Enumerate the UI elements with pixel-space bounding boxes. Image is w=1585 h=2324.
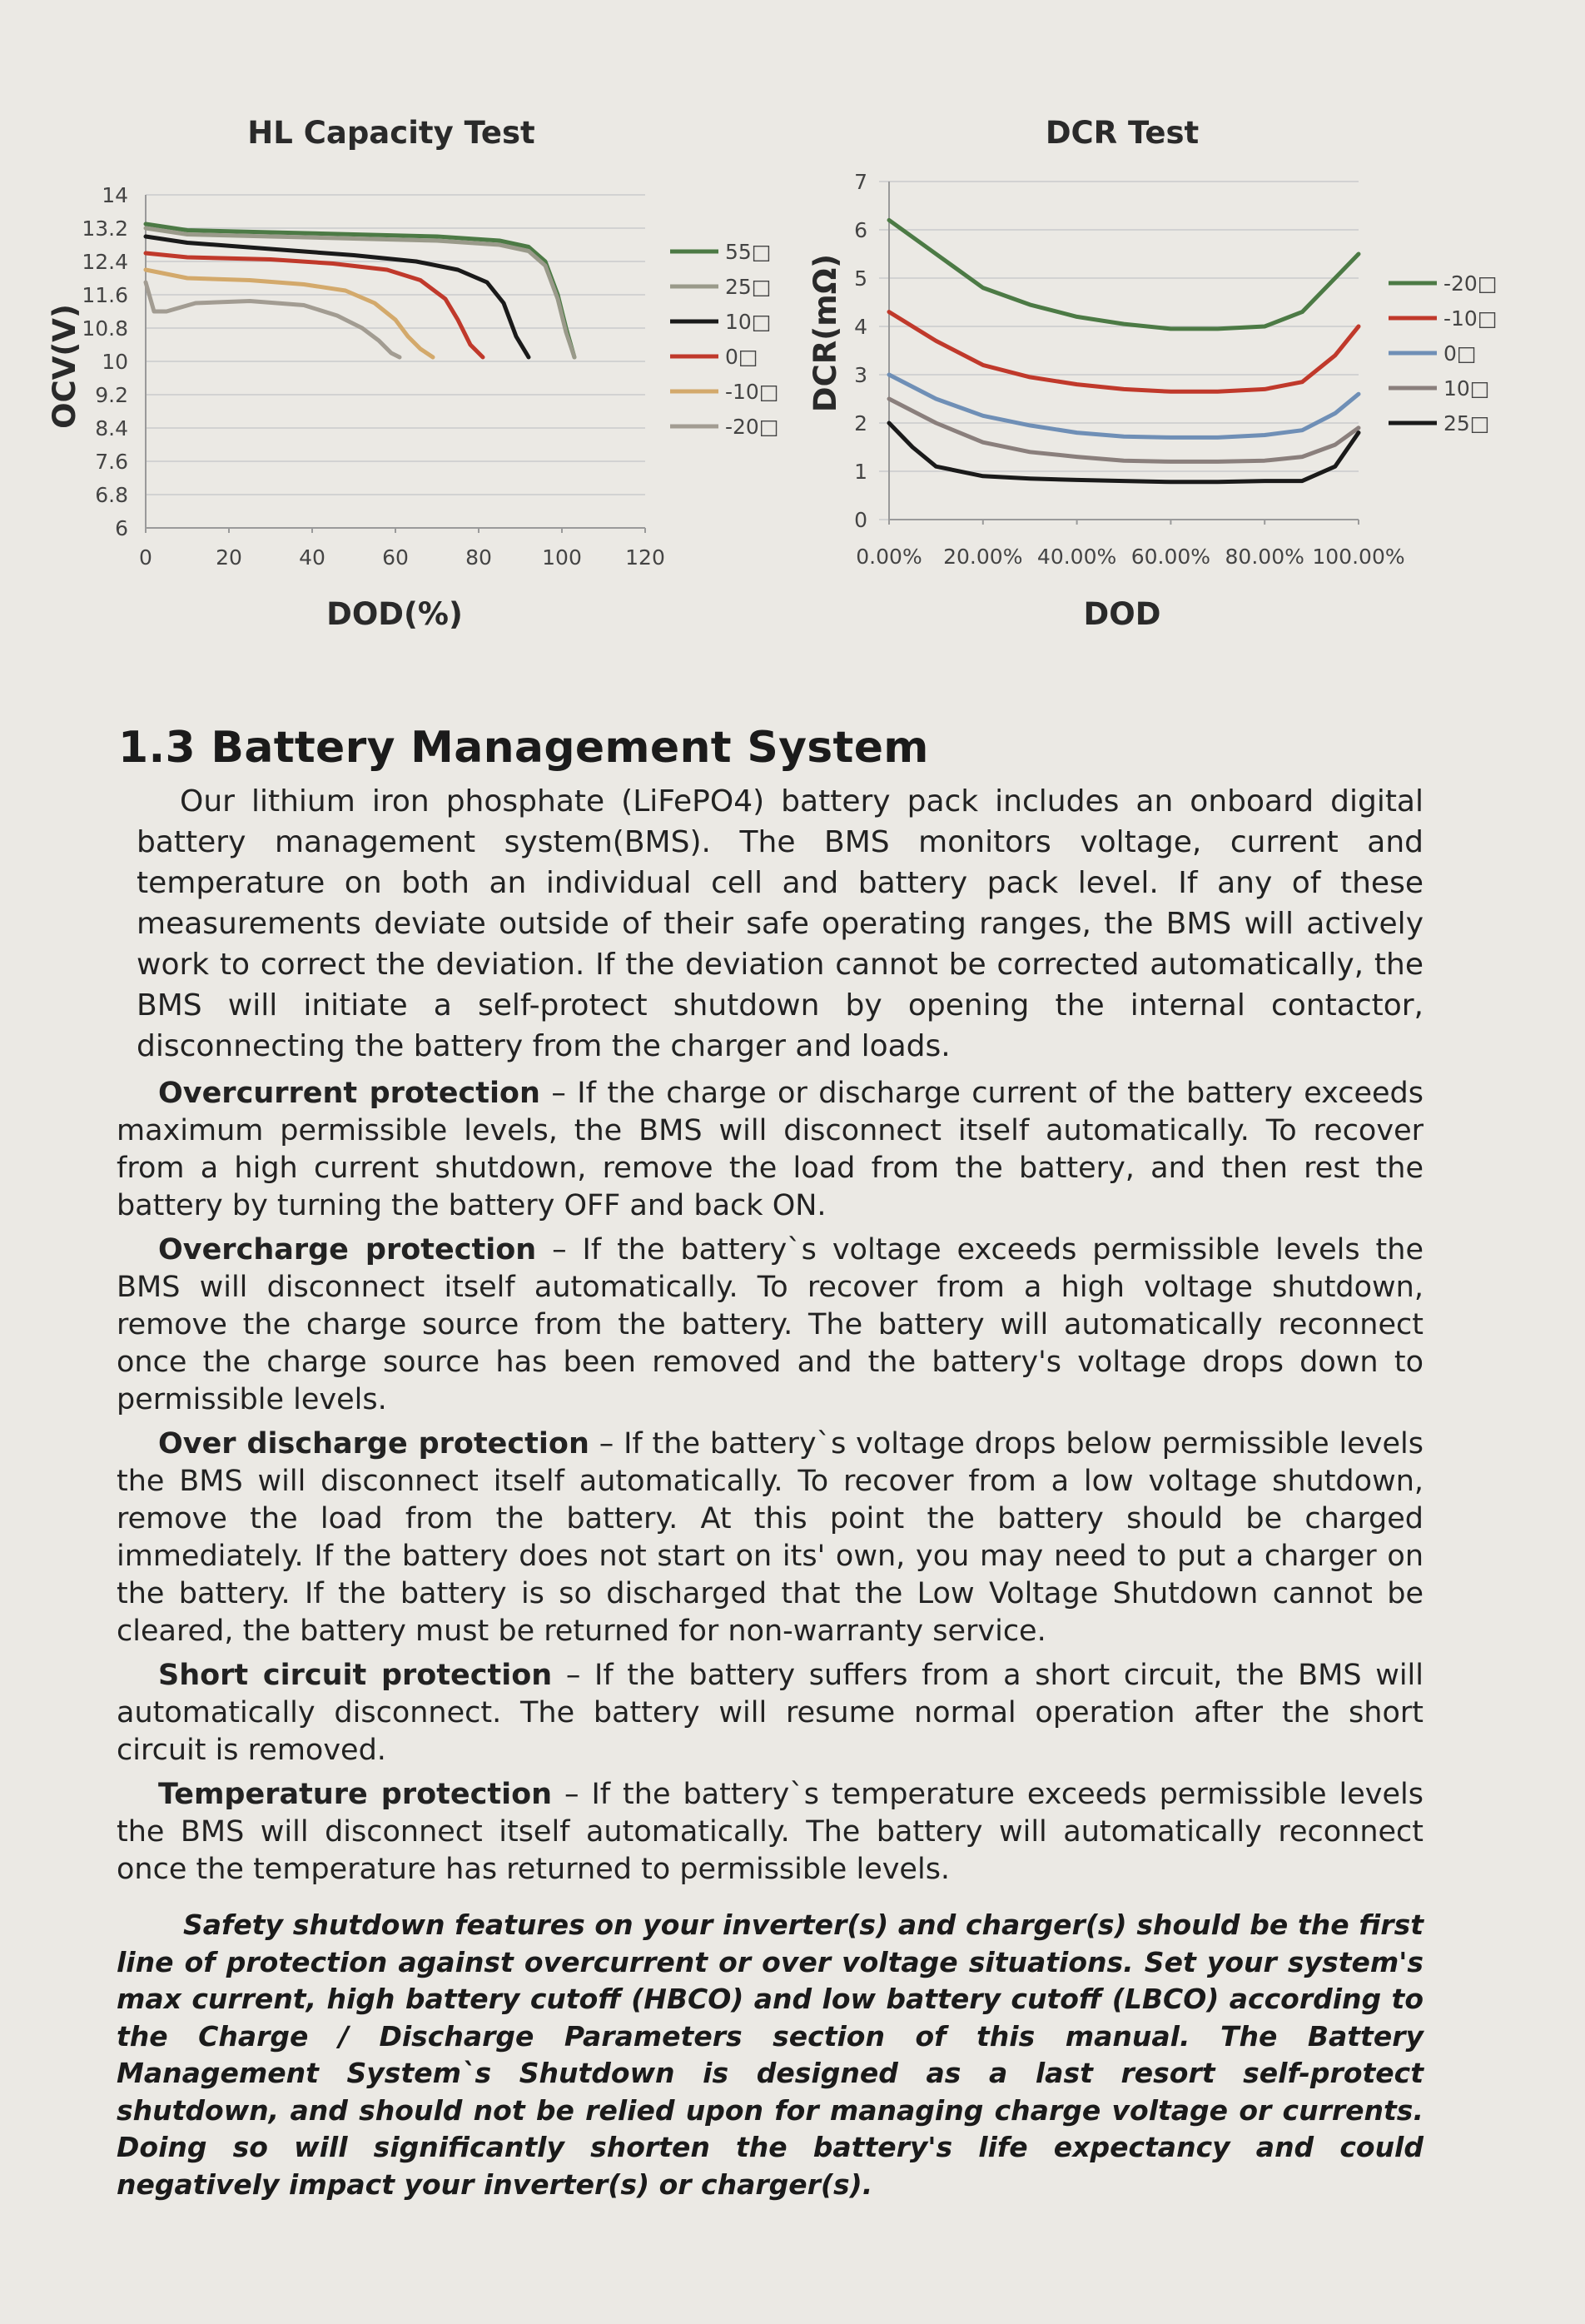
legend-label: 10□: [725, 310, 772, 334]
series-line-3: [146, 253, 483, 357]
temperature-paragraph: [117, 1776, 1424, 1889]
y-tick-label: 0: [854, 508, 867, 532]
intro-paragraph: Our lithium iron phosphate (LiFePO4) battery pack includes an onboard digital battery management system(BMS). The BMS monitors voltage, current and temperature on both an individual cell and battery pack level. If any of these measurements deviate outside of their safe operating ranges, the BMS will actively work to correct the deviation. If the deviation cannot be corrected automatically, the BMS will initiate a self-protect shutdown by opening the internal contactor, disconnecting the battery from the charger and loads.: [137, 784, 1424, 1063]
series-line-1: [146, 228, 574, 357]
x-tick-label: 100.00%: [1312, 545, 1405, 569]
overcurrent-title: Overcurrent protection: [158, 1077, 540, 1110]
y-tick-label: 6: [854, 218, 867, 242]
short-circuit-text: – If the battery suffers from a short circuit, the BMS will automatically disconnect. The battery will resume normal operation after the short circuit is removed.: [117, 1659, 1424, 1767]
section-heading: 1.3 Battery Management System: [118, 723, 929, 773]
x-tick-label: 60.00%: [1130, 545, 1211, 569]
chart1-ylabel: OCV(V): [47, 304, 82, 429]
legend-label: 25□: [725, 275, 772, 299]
overcurrent-text: – If the charge or discharge current of the battery exceeds maximum permissible levels, the BMS will disconnect itself automatically. To recover from a high current shutdown, remove the load from the battery, and then rest the battery by turning the battery OFF and back ON.: [117, 1077, 1424, 1222]
x-tick-label: 0.00%: [856, 545, 922, 569]
legend-label: -10□: [725, 380, 779, 404]
y-tick-label: 6: [115, 516, 128, 540]
y-tick-label: 10: [102, 350, 128, 374]
over-discharge-text: – If the battery`s voltage drops below permissible levels the BMS will disconnect itself automatically. To recover from a low voltage shutdown, remove the load from the battery. At this point the battery should be charged immediately. If the battery does not start on its' own, you may need to put a charger on the battery. If the battery is so discharged that the Low Voltage Shutdown cannot be cleared, the battery must be returned for non-warranty service.: [117, 1427, 1424, 1648]
x-tick-label: 20: [216, 545, 242, 570]
x-tick-label: 40.00%: [1036, 545, 1117, 569]
x-tick-label: 60: [382, 545, 409, 570]
chart1-title: HL Capacity Test: [247, 115, 535, 151]
y-tick-label: 6.8: [95, 483, 128, 507]
chart2-xlabel: DOD: [1083, 596, 1161, 632]
y-tick-label: 11.6: [82, 283, 128, 307]
y-tick-label: 8.4: [95, 416, 128, 440]
legend-label: 0□: [1443, 341, 1477, 366]
safety-note: Safety shutdown features on your inverter(s) and charger(s) should be the first line of protection against overcurrent or over voltage situations. Set your system's max current, high battery cutoff (HBCO) and low battery cutoff (LBCO) according to the Charge / Discharge Parameters section of this manual. The Battery Management System`s Shutdown is designed as a last resort self-protect shutdown, and should not be relied upon for managing charge voltage or currents. Doing so will significantly shorten the battery's life expectancy and could negatively impact your inverter(s) or charger(s).: [117, 1908, 1424, 2201]
overcharge-title: Overcharge protection: [158, 1233, 537, 1267]
legend-label: -10□: [1443, 306, 1498, 331]
short-circuit-title: Short circuit protection: [158, 1659, 553, 1692]
y-tick-label: 12.4: [82, 250, 128, 274]
overcharge-paragraph: [117, 1232, 1424, 1419]
chart2-title: DCR Test: [1045, 115, 1200, 151]
y-tick-label: 5: [854, 266, 867, 291]
short-circuit-paragraph: [117, 1657, 1424, 1769]
legend-label: 25□: [1443, 411, 1490, 435]
y-tick-label: 3: [854, 363, 867, 387]
x-tick-label: 120: [625, 545, 665, 570]
series-line-0: [889, 220, 1359, 329]
temperature-text: – If the battery`s temperature exceeds permissible levels the BMS will disconnect itself automatically. The battery will automatically reconnect once the temperature has returned to permissible levels.: [117, 1778, 1424, 1886]
y-tick-label: 4: [854, 315, 867, 339]
y-tick-label: 1: [854, 460, 867, 484]
temperature-title: Temperature protection: [158, 1778, 553, 1811]
y-tick-label: 2: [854, 411, 867, 435]
over-discharge-title: Over discharge protection: [158, 1427, 589, 1461]
dcr-test-chart: [807, 115, 1497, 632]
legend-label: -20□: [1443, 271, 1498, 296]
chart1-xlabel: DOD(%): [326, 596, 463, 632]
x-tick-label: 80.00%: [1225, 545, 1304, 569]
x-tick-label: 20.00%: [943, 545, 1023, 569]
x-tick-label: 80: [465, 545, 492, 570]
y-tick-label: 7.6: [95, 450, 128, 474]
y-tick-label: 13.2: [82, 216, 128, 241]
x-tick-label: 100: [542, 545, 582, 570]
over-discharge-paragraph: [117, 1426, 1424, 1650]
legend-label: 55□: [725, 240, 772, 264]
hl-capacity-chart: [47, 115, 778, 632]
charts-area: [0, 0, 1585, 666]
legend-label: 0□: [725, 345, 758, 369]
overcharge-text: – If the battery`s voltage exceeds permissible levels the BMS will disconnect itself automatically. To recover from a high voltage shutdown, remove the charge source from the battery. The battery will automatically reconnect once the charge source has been removed and the battery's voltage drops down to permissible levels.: [117, 1233, 1424, 1416]
chart2-ylabel: DCR(mΩ): [807, 253, 843, 413]
y-tick-label: 14: [102, 183, 128, 207]
overcurrent-paragraph: [117, 1075, 1424, 1225]
x-tick-label: 0: [139, 545, 152, 570]
series-line-4: [146, 270, 433, 357]
x-tick-label: 40: [299, 545, 325, 570]
y-tick-label: 7: [854, 170, 867, 194]
y-tick-label: 10.8: [82, 316, 128, 341]
series-line-2: [146, 236, 529, 357]
legend-label: -20□: [725, 415, 779, 439]
y-tick-label: 9.2: [95, 383, 128, 407]
legend-label: 10□: [1443, 376, 1490, 401]
bms-section: [117, 723, 1424, 2203]
series-line-5: [146, 282, 400, 357]
